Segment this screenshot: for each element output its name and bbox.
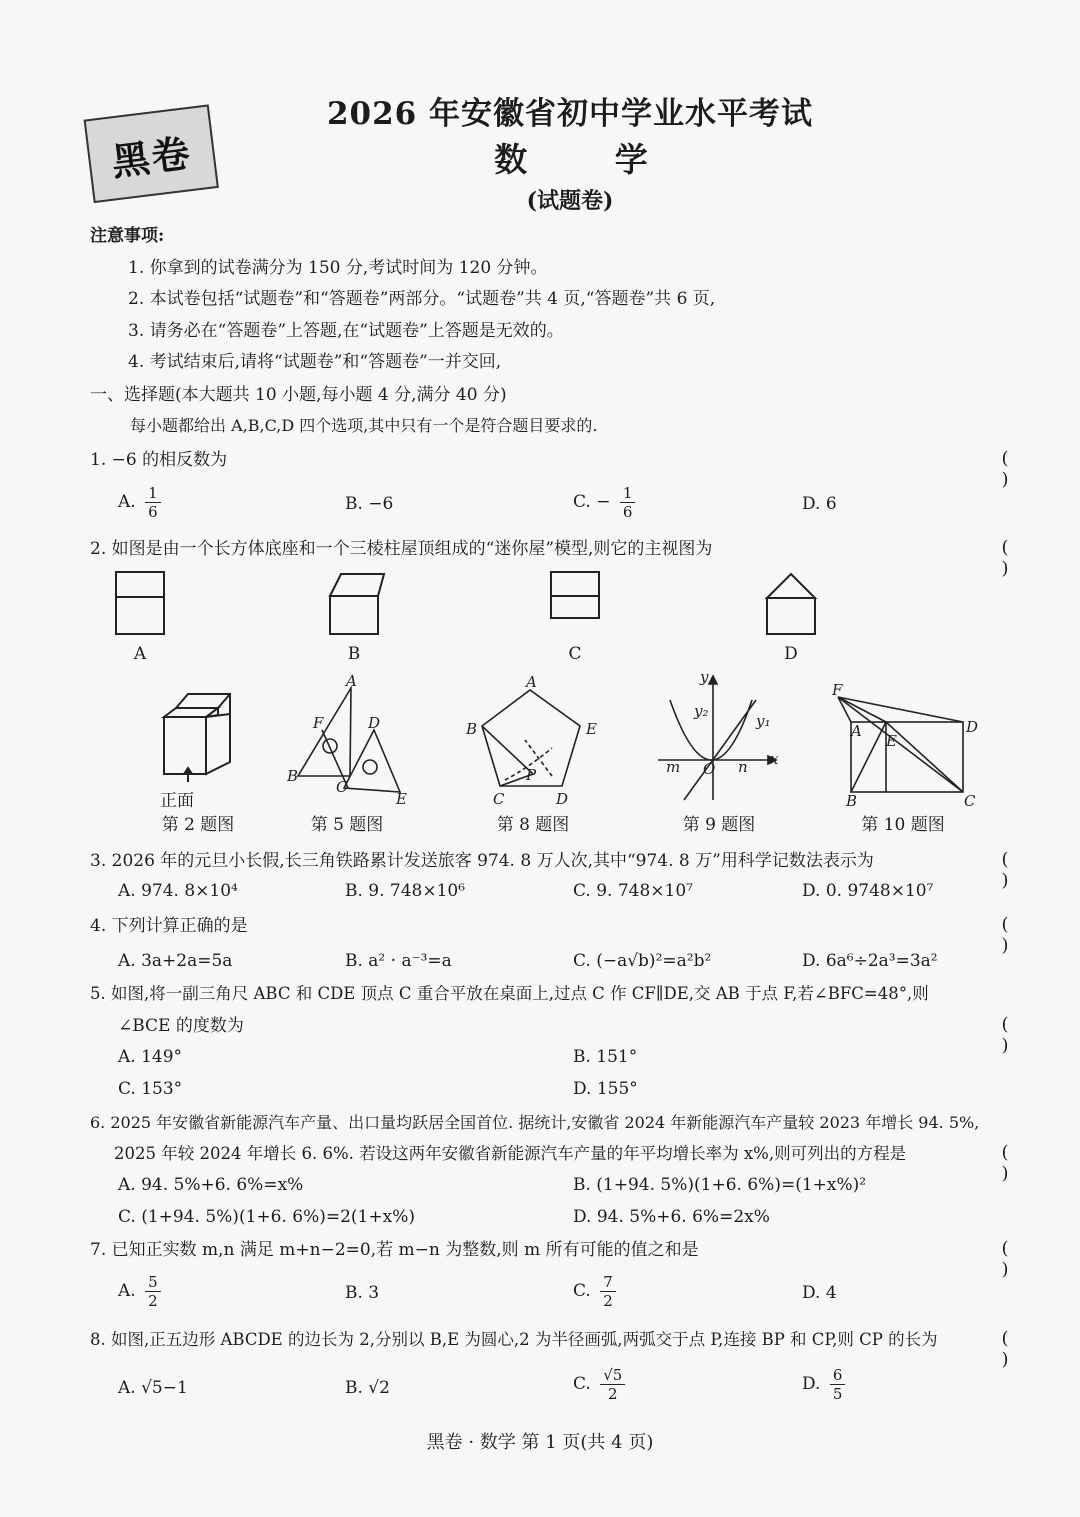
fig9-label: y₁ [756,712,771,730]
exam-title: 2026 年安徽省初中学业水平考试 [326,96,814,132]
answer-paren: ( ) [1001,849,1039,891]
fig9-label: m [666,758,681,776]
fig9-axes [658,676,776,800]
fig-caption: 第 5 题图 [310,815,384,835]
section-instruction: 每小题都给出 A,B,C,D 四个选项,其中只有一个是符合题目要求的. [130,416,598,435]
fig10-point: A [851,722,862,740]
q2-stem: 2. 如图是由一个长方体底座和一个三棱柱屋顶组成的“迷你屋”模型,则它的主视图为 [90,539,713,559]
fig5-point: A [346,672,357,690]
q4-stem: 4. 下列计算正确的是 [90,916,248,936]
fig8-point: B [466,720,478,738]
fig9-label: O [703,760,716,778]
subject-title: 数 学 [494,140,686,179]
fig8-point: A [526,673,537,691]
q3-option-a: A. 974. 8×10⁴ [118,881,238,901]
fig5-point: B [287,767,299,785]
fig5-point: C [336,778,348,796]
fig8-point: P [526,766,537,784]
answer-paren: ( ) [1001,1238,1039,1280]
fig-caption: 第 9 题图 [682,815,756,835]
fig-caption: 第 10 题图 [861,815,945,835]
q3-option-d: D. 0. 9748×10⁷ [802,881,934,901]
fig5-triangles [298,688,400,792]
fig5-point: F [313,714,324,732]
notice-heading: 注意事项: [90,226,165,246]
fig9-label: y₂ [694,702,709,720]
fig10-point: D [966,718,979,736]
fig5-point: E [396,790,407,808]
fig10-point: F [832,681,843,699]
q2-label-d: D [784,644,798,664]
fig9-label: x [770,750,779,768]
fig10-point: E [886,732,897,750]
answer-paren: ( ) [1001,1328,1039,1370]
q1-stem: 1. −6 的相反数为 [90,450,228,470]
answer-paren: ( ) [1001,914,1039,956]
q8-option-c: C. $\frac{√5}{2}$ [573,1366,625,1403]
q8-option-b: B. √2 [345,1378,390,1398]
q6-option-d: D. 94. 5%+6. 6%=2x% [573,1207,770,1227]
notice-item: 4. 考试结束后,请将“试题卷”和“答题卷”一并交回, [128,352,502,372]
notice-item: 2. 本试卷包括“试题卷”和“答题卷”两部分。“试题卷”共 4 页,“答题卷”共 6 页, [128,289,716,309]
answer-paren: ( ) [1001,1014,1039,1056]
q3-option-c: C. 9. 748×10⁷ [573,881,693,901]
q7-stem: 7. 已知正实数 m,n 满足 m+n−2=0,若 m−n 为整数,则 m 所有可能的值之和是 [90,1240,699,1260]
q7-option-c: C. $\frac{7}{2}$ [573,1273,616,1310]
fig9-label: n [738,758,748,776]
q5-option-b: B. 151° [573,1047,638,1067]
q2-label-a: A [133,644,147,664]
fig-caption: 第 8 题图 [496,815,570,835]
fig10-point: C [964,792,976,810]
front-label: 正面 [160,791,194,811]
q3-option-b: B. 9. 748×10⁶ [345,881,466,901]
fig9-label: y [700,668,709,686]
q3-stem: 3. 2026 年的元旦小长假,长三角铁路累计发送旅客 974. 8 万人次,其中“974. 8 万”用科学记数法表示为 [90,851,874,871]
answer-paren: ( ) [1001,1142,1039,1184]
q7-option-a: A. $\frac{5}{2}$ [118,1273,161,1310]
q5-stem-cont: ∠BCE 的度数为 [118,1016,244,1036]
stamp-text: 黑卷 [109,130,195,184]
page-footer: 黑卷 · 数学 第 1 页(共 4 页) [426,1432,654,1453]
q8-stem: 8. 如图,正五边形 ABCDE 的边长为 2,分别以 B,E 为圆心,2 为半径画弧,两弧交于点 P,连接 BP 和 CP,则 CP 的长为 [90,1330,938,1349]
fig8-point: D [556,790,569,808]
q1-option-a: A. $\frac{1}{6}$ [118,484,161,521]
fig8-point: E [586,720,597,738]
q5-option-a: A. 149° [118,1047,183,1067]
q6-stem-cont: 2025 年较 2024 年增长 6. 6%. 若设这两年安徽省新能源汽车产量的年平均增长率为 x%,则可列出的方程是 [114,1144,907,1163]
q2-label-b: B [347,644,361,664]
q6-option-b: B. (1+94. 5%)(1+6. 6%)=(1+x%)² [573,1175,867,1195]
q4-option-a: A. 3a+2a=5a [118,951,233,971]
section-heading: 一、选择题(本大题共 10 小题,每小题 4 分,满分 40 分) [90,385,507,405]
q8-option-a: A. √5−1 [118,1378,188,1398]
notice-item: 3. 请务必在“答题卷”上答题,在“试题卷”上答题是无效的。 [128,321,564,341]
fig8-point: C [493,790,505,808]
fig5-point: D [368,714,381,732]
notice-item: 1. 你拿到的试卷满分为 150 分,考试时间为 120 分钟。 [128,258,548,278]
q2-label-c: C [568,644,582,664]
q7-option-d: D. 4 [802,1283,837,1303]
q5-option-c: C. 153° [118,1079,183,1099]
answer-paren: ( ) [1001,448,1039,490]
q1-option-c: C. − $\frac{1}{6}$ [573,484,635,521]
q4-option-d: D. 6a⁶÷2a³=3a² [802,951,938,971]
paper-type: (试题卷) [526,188,614,214]
q6-option-c: C. (1+94. 5%)(1+6. 6%)=2(1+x%) [118,1207,415,1227]
answer-paren: ( ) [1001,537,1039,579]
q4-option-b: B. a² · a⁻³=a [345,951,452,971]
q6-option-a: A. 94. 5%+6. 6%=x% [118,1175,304,1195]
q1-option-d: D. 6 [802,494,837,514]
q6-stem: 6. 2025 年安徽省新能源汽车产量、出口量均跃居全国首位. 据统计,安徽省 2024 年新能源汽车产量较 2023 年增长 94. 5%, [90,1113,980,1132]
fig10-point: B [846,792,858,810]
fig10-squares [838,697,963,792]
q4-option-c: C. (−a√b)²=a²b² [573,951,712,971]
q5-stem: 5. 如图,将一副三角尺 ABC 和 CDE 顶点 C 重合平放在桌面上,过点 C 作 CF∥DE,交 AB 于点 F,若∠BFC=48°,则 [90,984,929,1003]
q7-option-b: B. 3 [345,1283,380,1303]
fig-caption: 第 2 题图 [161,815,235,835]
q1-option-b: B. −6 [345,494,394,514]
q8-option-d: D. $\frac{6}{5}$ [802,1366,845,1403]
q5-option-d: D. 155° [573,1079,638,1099]
fig2-house [164,694,230,782]
